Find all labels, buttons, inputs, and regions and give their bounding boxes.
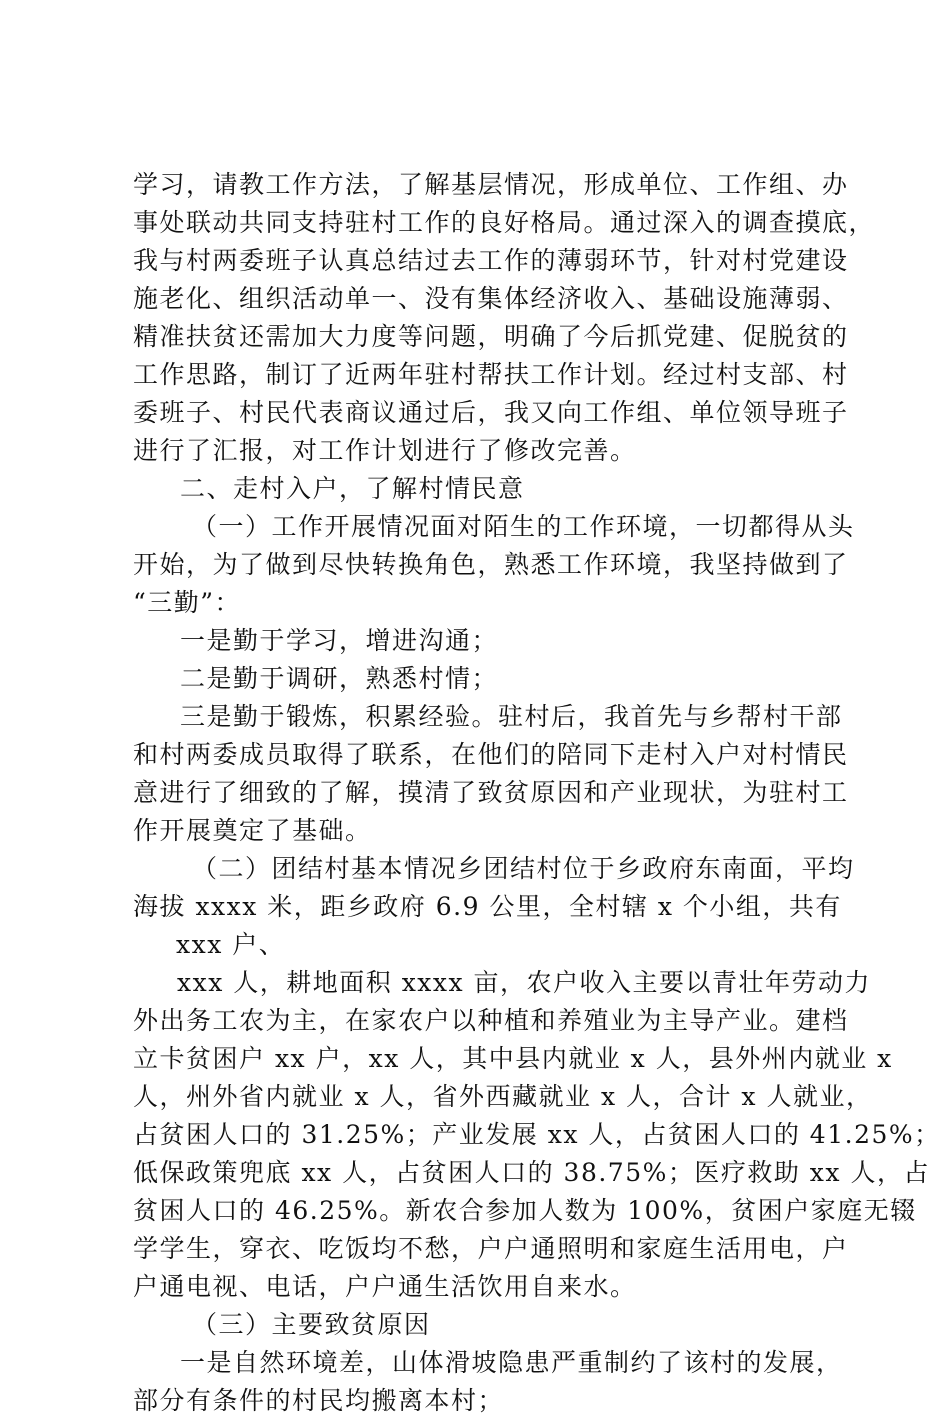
text-line: 外出务工农为主，在家农户以种植和养殖业为主导产业。建档 [133, 1006, 849, 1035]
text-line: 占贫困人口的 31.25%；产业发展 xx 人，占贫困人口的 41.25%； [133, 1120, 941, 1149]
text-line: 作开展奠定了基础。 [133, 816, 372, 845]
text-line: 海拔 xxxx 米，距乡政府 6.9 公里，全村辖 x 个小组，共有 [133, 892, 842, 921]
text-line: 三是勤于锻炼，积累经验。驻村后，我首先与乡帮村干部 [180, 702, 843, 731]
text-line: 精准扶贫还需加大力度等问题，明确了今后抓党建、促脱贫的 [133, 322, 849, 351]
text-line: 低保政策兜底 xx 人，占贫困人口的 38.75%；医疗救助 xx 人，占 [133, 1158, 930, 1187]
text-line: 意进行了细致的了解，摸清了致贫原因和产业现状，为驻村工 [133, 778, 849, 807]
text-line: 一是自然环境差，山体滑坡隐患严重制约了该村的发展， [180, 1348, 843, 1377]
text-line: 二、走村入户，了解村情民意 [180, 474, 525, 503]
body-text [133, 166, 941, 1420]
text-line: 进行了汇报，对工作计划进行了修改完善。 [133, 436, 637, 465]
text-line: 工作思路，制订了近两年驻村帮扶工作计划。经过村支部、村 [133, 360, 849, 389]
text-line: 立卡贫困户 xx 户，xx 人，其中县内就业 x 人，县外州内就业 x [133, 1044, 893, 1073]
text-line: 学习，请教工作方法，了解基层情况，形成单位、工作组、办 [133, 170, 849, 199]
text-line: （一）工作开展情况面对陌生的工作环境，一切都得从头 [192, 512, 855, 541]
text-line: 委班子、村民代表商议通过后，我又向工作组、单位领导班子 [133, 398, 849, 427]
text-line: 我与村两委班子认真总结过去工作的薄弱环节，针对村党建设 [133, 246, 849, 275]
text-line: 二是勤于调研，熟悉村情； [180, 664, 499, 693]
text-line: xxx 户、 [176, 930, 286, 959]
text-line: 部分有条件的村民均搬离本村； [133, 1386, 505, 1415]
text-line: 和村两委成员取得了联系，在他们的陪同下走村入户对村情民 [133, 740, 849, 769]
text-line: “三勤”： [133, 588, 242, 617]
text-line: 施老化、组织活动单一、没有集体经济收入、基础设施薄弱、 [133, 284, 849, 313]
text-line: 贫困人口的 46.25%。新农合参加人数为 100%，贫困户家庭无辍 [133, 1196, 917, 1225]
text-line: 户通电视、电话，户户通生活饮用自来水。 [133, 1272, 637, 1301]
text-line: 开始，为了做到尽快转换角色，熟悉工作环境，我坚持做到了 [133, 550, 849, 579]
text-line: 人，州外省内就业 x 人，省外西藏就业 x 人，合计 x 人就业， [133, 1082, 873, 1111]
text-line: 事处联动共同支持驻村工作的良好格局。通过深入的调查摸底， [133, 208, 876, 237]
text-line: （二）团结村基本情况乡团结村位于乡政府东南面，平均 [192, 854, 855, 883]
text-line: （三）主要致贫原因 [192, 1310, 431, 1339]
text-line: 学学生，穿衣、吃饭均不愁，户户通照明和家庭生活用电，户 [133, 1234, 849, 1263]
text-line: xxx 人，耕地面积 xxxx 亩，农户收入主要以青壮年劳动力 [177, 968, 872, 997]
text-line: 一是勤于学习，增进沟通； [180, 626, 499, 655]
